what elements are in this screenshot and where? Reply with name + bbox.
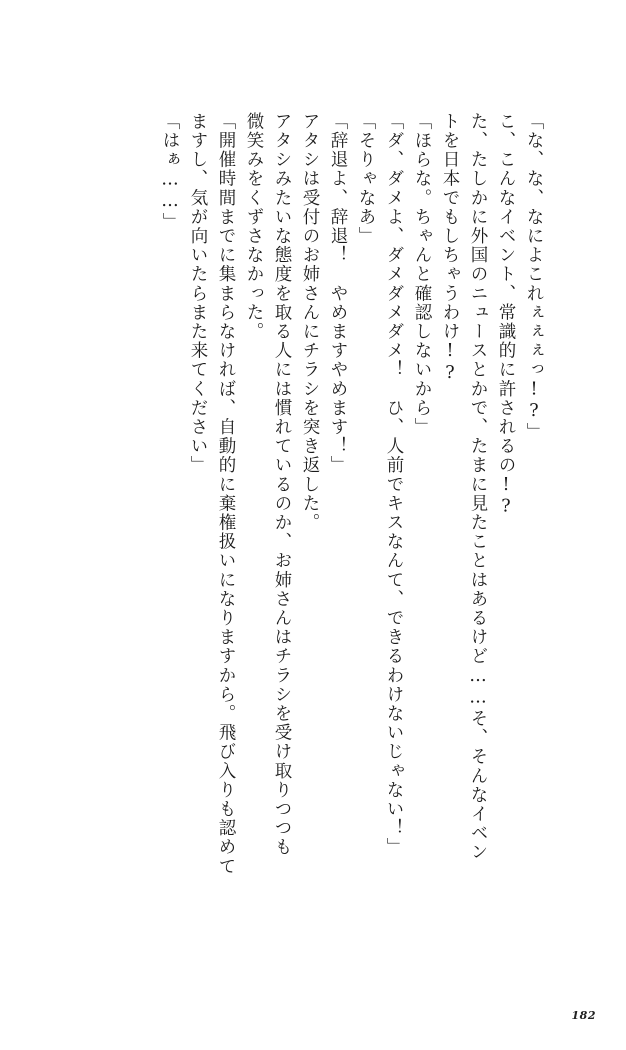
text-line: 「辞退よ、辞退！ やめますやめます！」 — [328, 112, 348, 475]
vertical-text-block — [150, 112, 542, 960]
text-line: 「そりゃなあ」 — [356, 112, 376, 246]
text-line: 「はぁ……」 — [160, 112, 180, 232]
text-line: 微笑みをくずさなかった。 — [244, 112, 264, 342]
text-line: こ、こんなイベント、常識的に許されるの!? — [496, 112, 516, 519]
text-line: アタシは受付のお姉さんにチラシを突き返した。 — [300, 112, 320, 533]
text-line: 「ほらな。ちゃんと確認しないから」 — [412, 112, 432, 437]
text-line: 「開催時間までに集まらなければ、自動的に棄権扱いになりますから。飛び入りも認めて — [216, 112, 236, 876]
text-line: アタシみたいな態度を取る人には慣れているのか、お姉さんはチラシを受け取りつつも — [272, 112, 292, 857]
text-line: トを日本でもしちゃうわけ!? — [440, 112, 460, 385]
text-line: 「な、な、なによこれぇぇぇっ!?」 — [524, 112, 544, 442]
text-line: た、たしかに外国のニュースとかで、たまに見たことはあるけど……そ、そんなイベン — [468, 112, 488, 862]
text-line: ますし、気が向いたらまた来てください」 — [188, 112, 208, 475]
page-number: 182 — [571, 1009, 596, 1022]
text-line: 「ダ、ダメよ、ダメダメダメ！ ひ、人前でキスなんて、できるわけないじゃない！」 — [384, 112, 404, 857]
